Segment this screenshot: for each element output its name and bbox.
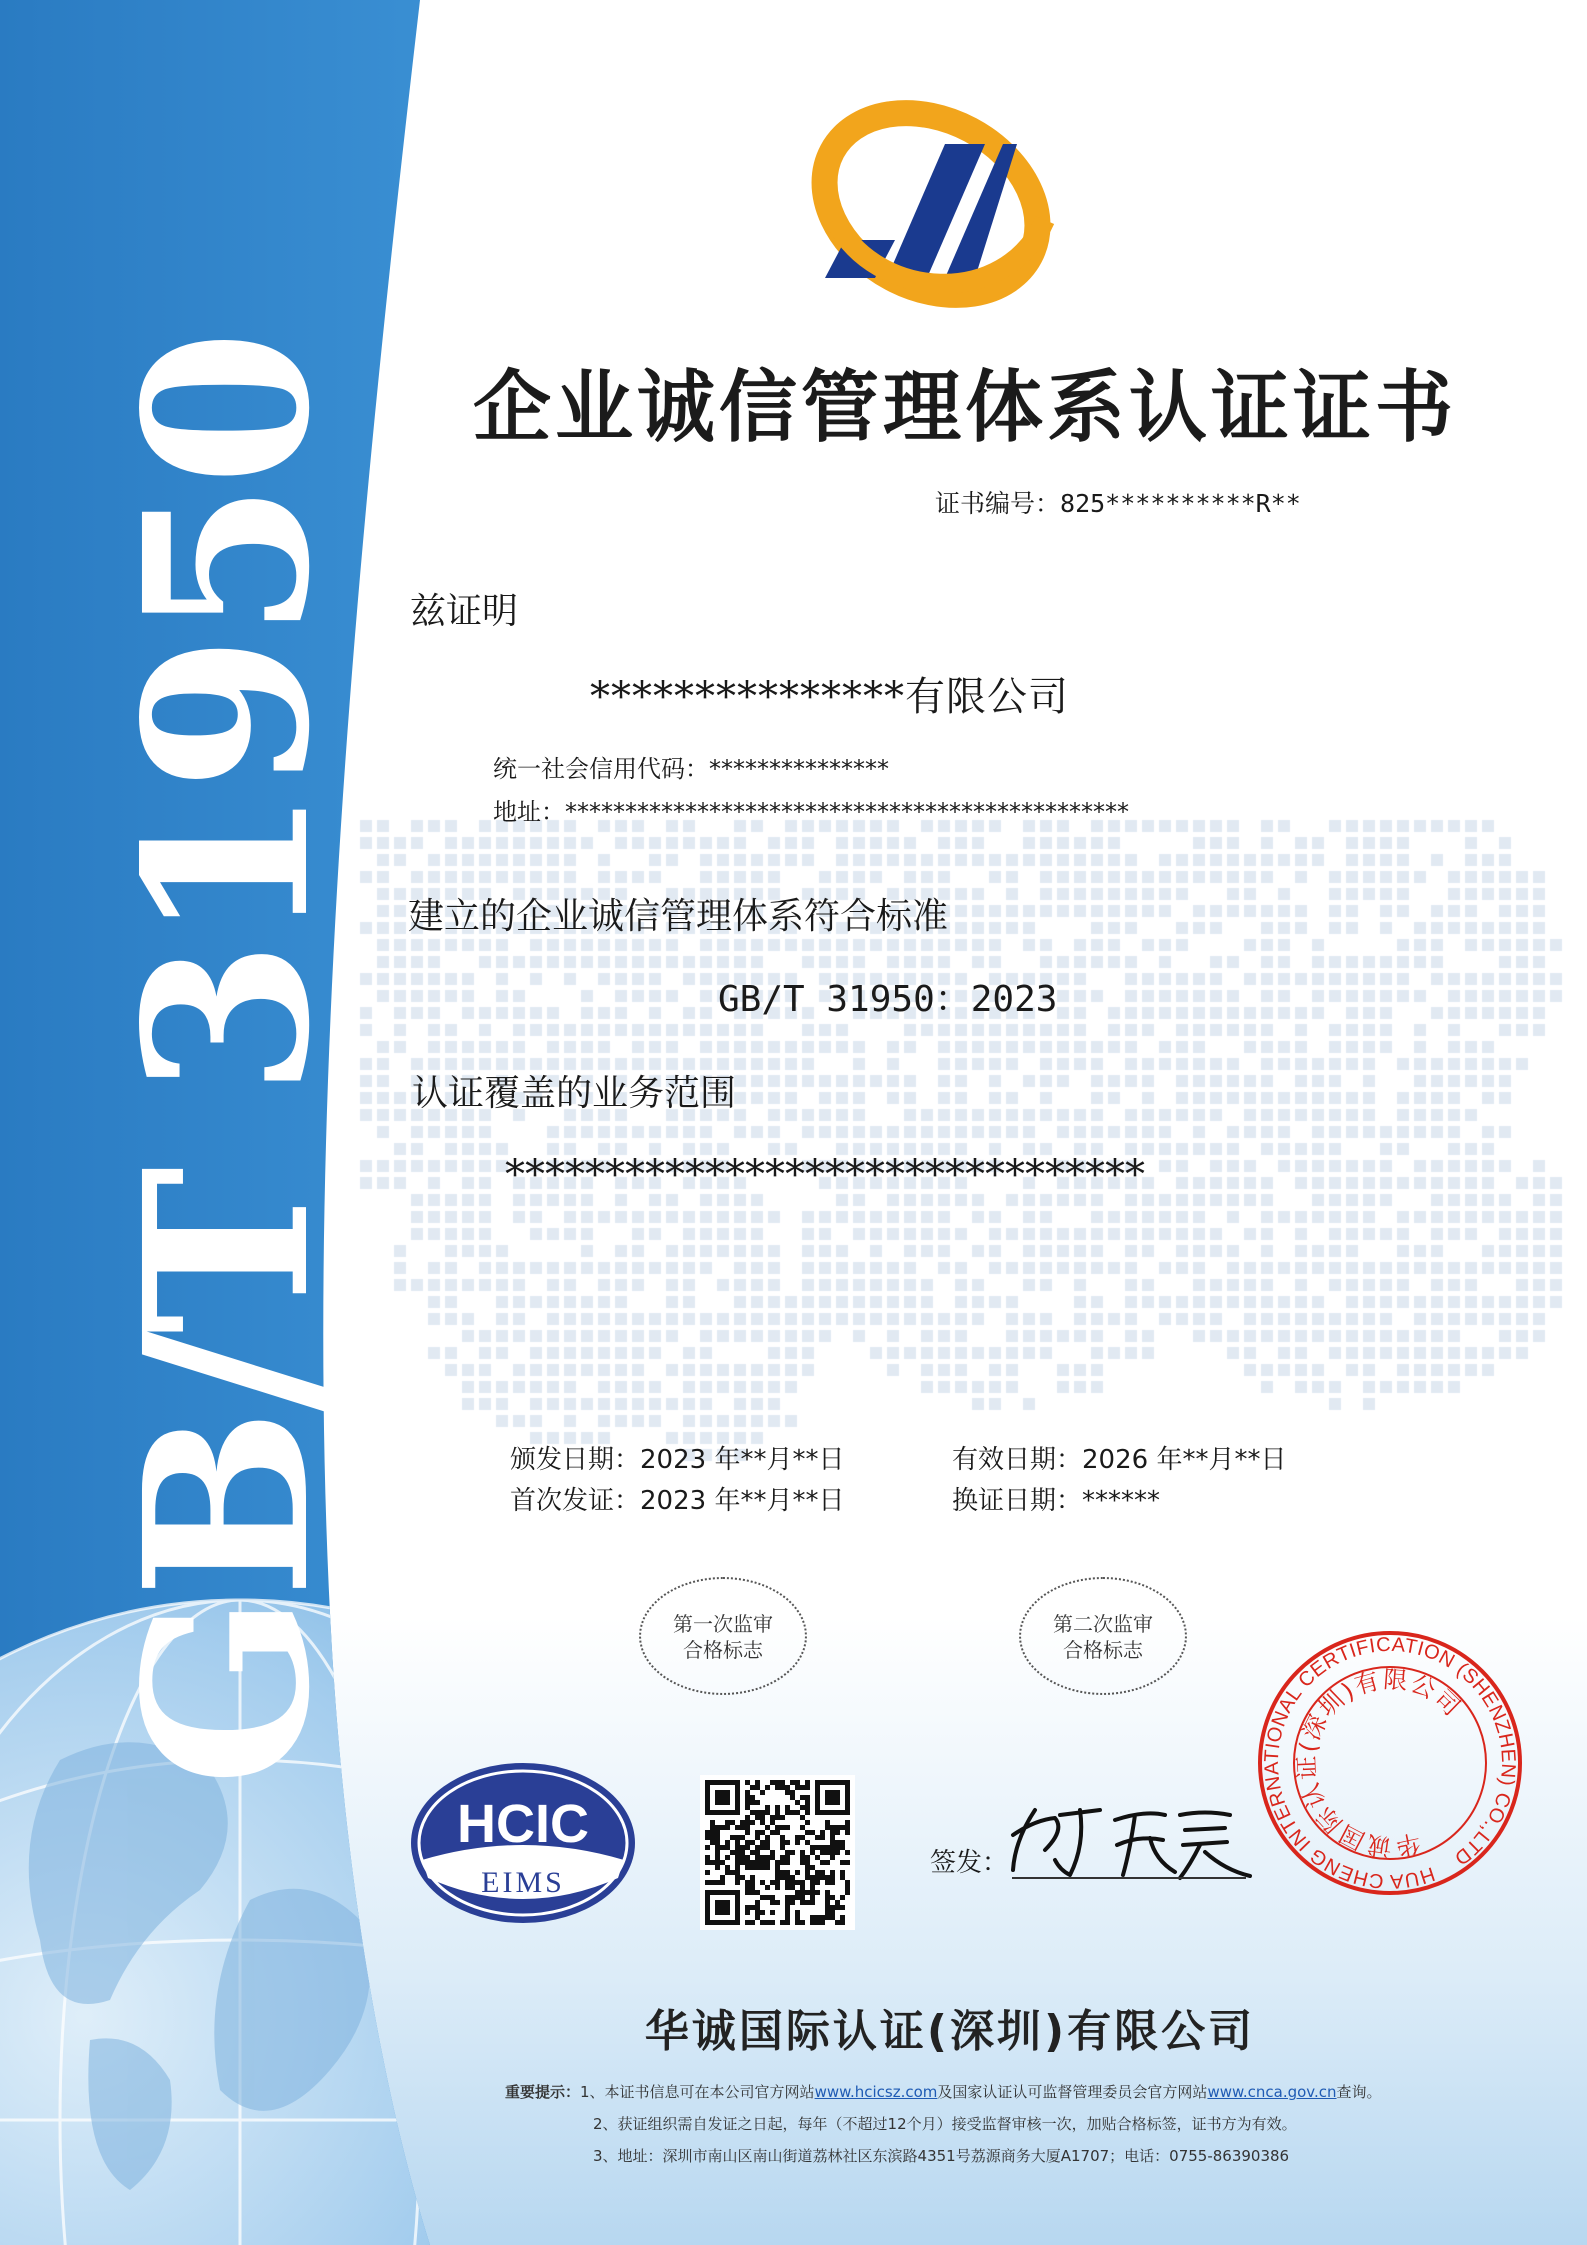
credit-code-value: *************** bbox=[709, 755, 889, 783]
address-value: *********************************************** bbox=[565, 798, 1129, 826]
conformity-text: 建立的企业诚信管理体系符合标准 bbox=[408, 896, 949, 937]
company-logo-icon bbox=[805, 100, 1055, 315]
hcicsz-link[interactable]: www.hcicsz.com bbox=[814, 2083, 938, 2101]
note-line-1 bbox=[505, 2076, 1382, 2108]
seal-inner-text: 华诚国际认证(深圳)有限公司 bbox=[1292, 1665, 1467, 1861]
scope-label: 认证覆盖的业务范围 bbox=[412, 1073, 737, 1114]
renewal-date bbox=[952, 1483, 1160, 1519]
issuer-company-name: 华诚国际认证(深圳)有限公司 bbox=[644, 2006, 1256, 2057]
valid-date-value: 2026 年**月**日 bbox=[1082, 1445, 1287, 1475]
certificate-number-value: 825**********R** bbox=[1060, 489, 1301, 518]
renewal-date-label: 换证日期： bbox=[952, 1486, 1083, 1516]
second-audit-badge-line1: 第二次监审 bbox=[1053, 1612, 1153, 1636]
issue-date-label: 颁发日期： bbox=[510, 1445, 641, 1475]
note-line-1-end: 查询。 bbox=[1336, 2083, 1382, 2101]
first-audit-badge-line1: 第一次监审 bbox=[673, 1612, 773, 1636]
important-notes bbox=[505, 2076, 1382, 2172]
company-name: ***************有限公司 bbox=[590, 674, 1069, 720]
note-line-1-text: 1、本证书信息可在本公司官方网站 bbox=[580, 2083, 815, 2101]
second-audit-badge-line2: 合格标志 bbox=[1063, 1638, 1143, 1662]
second-audit-badge bbox=[1019, 1577, 1187, 1695]
note-line-2: 2、获证组织需自发证之日起，每年（不超过12个月）接受监督审核一次，加贴合格标签，证书方为有效。 bbox=[593, 2115, 1297, 2133]
cnca-link[interactable]: www.cnca.gov.cn bbox=[1207, 2083, 1337, 2101]
seal-outer-text: HUA CHENG INTERNATIONAL CERTIFICATION (SHENZHEN) CO.,LTD bbox=[1260, 1633, 1520, 1893]
valid-date bbox=[952, 1442, 1286, 1478]
side-banner-title: GB/T 31950 bbox=[96, 333, 360, 1787]
first-issue-label: 首次发证： bbox=[510, 1486, 641, 1516]
note-line-3: 3、地址：深圳市南山区南山街道荔林社区东滨路4351号荔源商务大厦A1707；电话：0755-86390386 bbox=[593, 2147, 1290, 2165]
notes-label: 重要提示： bbox=[505, 2083, 581, 2101]
credit-code-label: 统一社会信用代码： bbox=[493, 755, 709, 783]
hcic-logo-sub: EIMS bbox=[481, 1866, 565, 1899]
credit-code bbox=[493, 752, 889, 786]
valid-date-label: 有效日期： bbox=[952, 1445, 1083, 1475]
certificate-title: 企业诚信管理体系认证证书 bbox=[472, 363, 1457, 453]
certificate-number-label: 证书编号： bbox=[935, 489, 1061, 518]
renewal-date-value: ****** bbox=[1082, 1486, 1161, 1516]
handwritten-signature bbox=[1005, 1790, 1255, 1885]
first-issue-date bbox=[510, 1483, 844, 1519]
scope-value: ******************************** bbox=[505, 1152, 1145, 1198]
first-audit-badge-line2: 合格标志 bbox=[683, 1638, 763, 1662]
address bbox=[493, 795, 1129, 829]
hcic-logo-main: HCIC bbox=[457, 1794, 589, 1854]
hcic-logo bbox=[408, 1760, 638, 1926]
signature-label: 签发： bbox=[930, 1848, 1009, 1878]
signature-line bbox=[1012, 1877, 1246, 1879]
issue-date-value: 2023 年**月**日 bbox=[640, 1445, 845, 1475]
company-seal bbox=[1255, 1628, 1525, 1898]
first-audit-badge bbox=[639, 1577, 807, 1695]
note-line-1-middle: 及国家认证认可监督管理委员会官方网站 bbox=[937, 2083, 1208, 2101]
issue-date bbox=[510, 1442, 844, 1478]
first-issue-value: 2023 年**月**日 bbox=[640, 1486, 845, 1516]
certificate-number bbox=[935, 487, 1301, 521]
address-label: 地址： bbox=[493, 798, 565, 826]
hereby-text: 兹证明 bbox=[410, 591, 519, 632]
qr-code-icon bbox=[700, 1775, 855, 1930]
standard-number: GB/T 31950：2023 bbox=[718, 979, 1058, 1020]
